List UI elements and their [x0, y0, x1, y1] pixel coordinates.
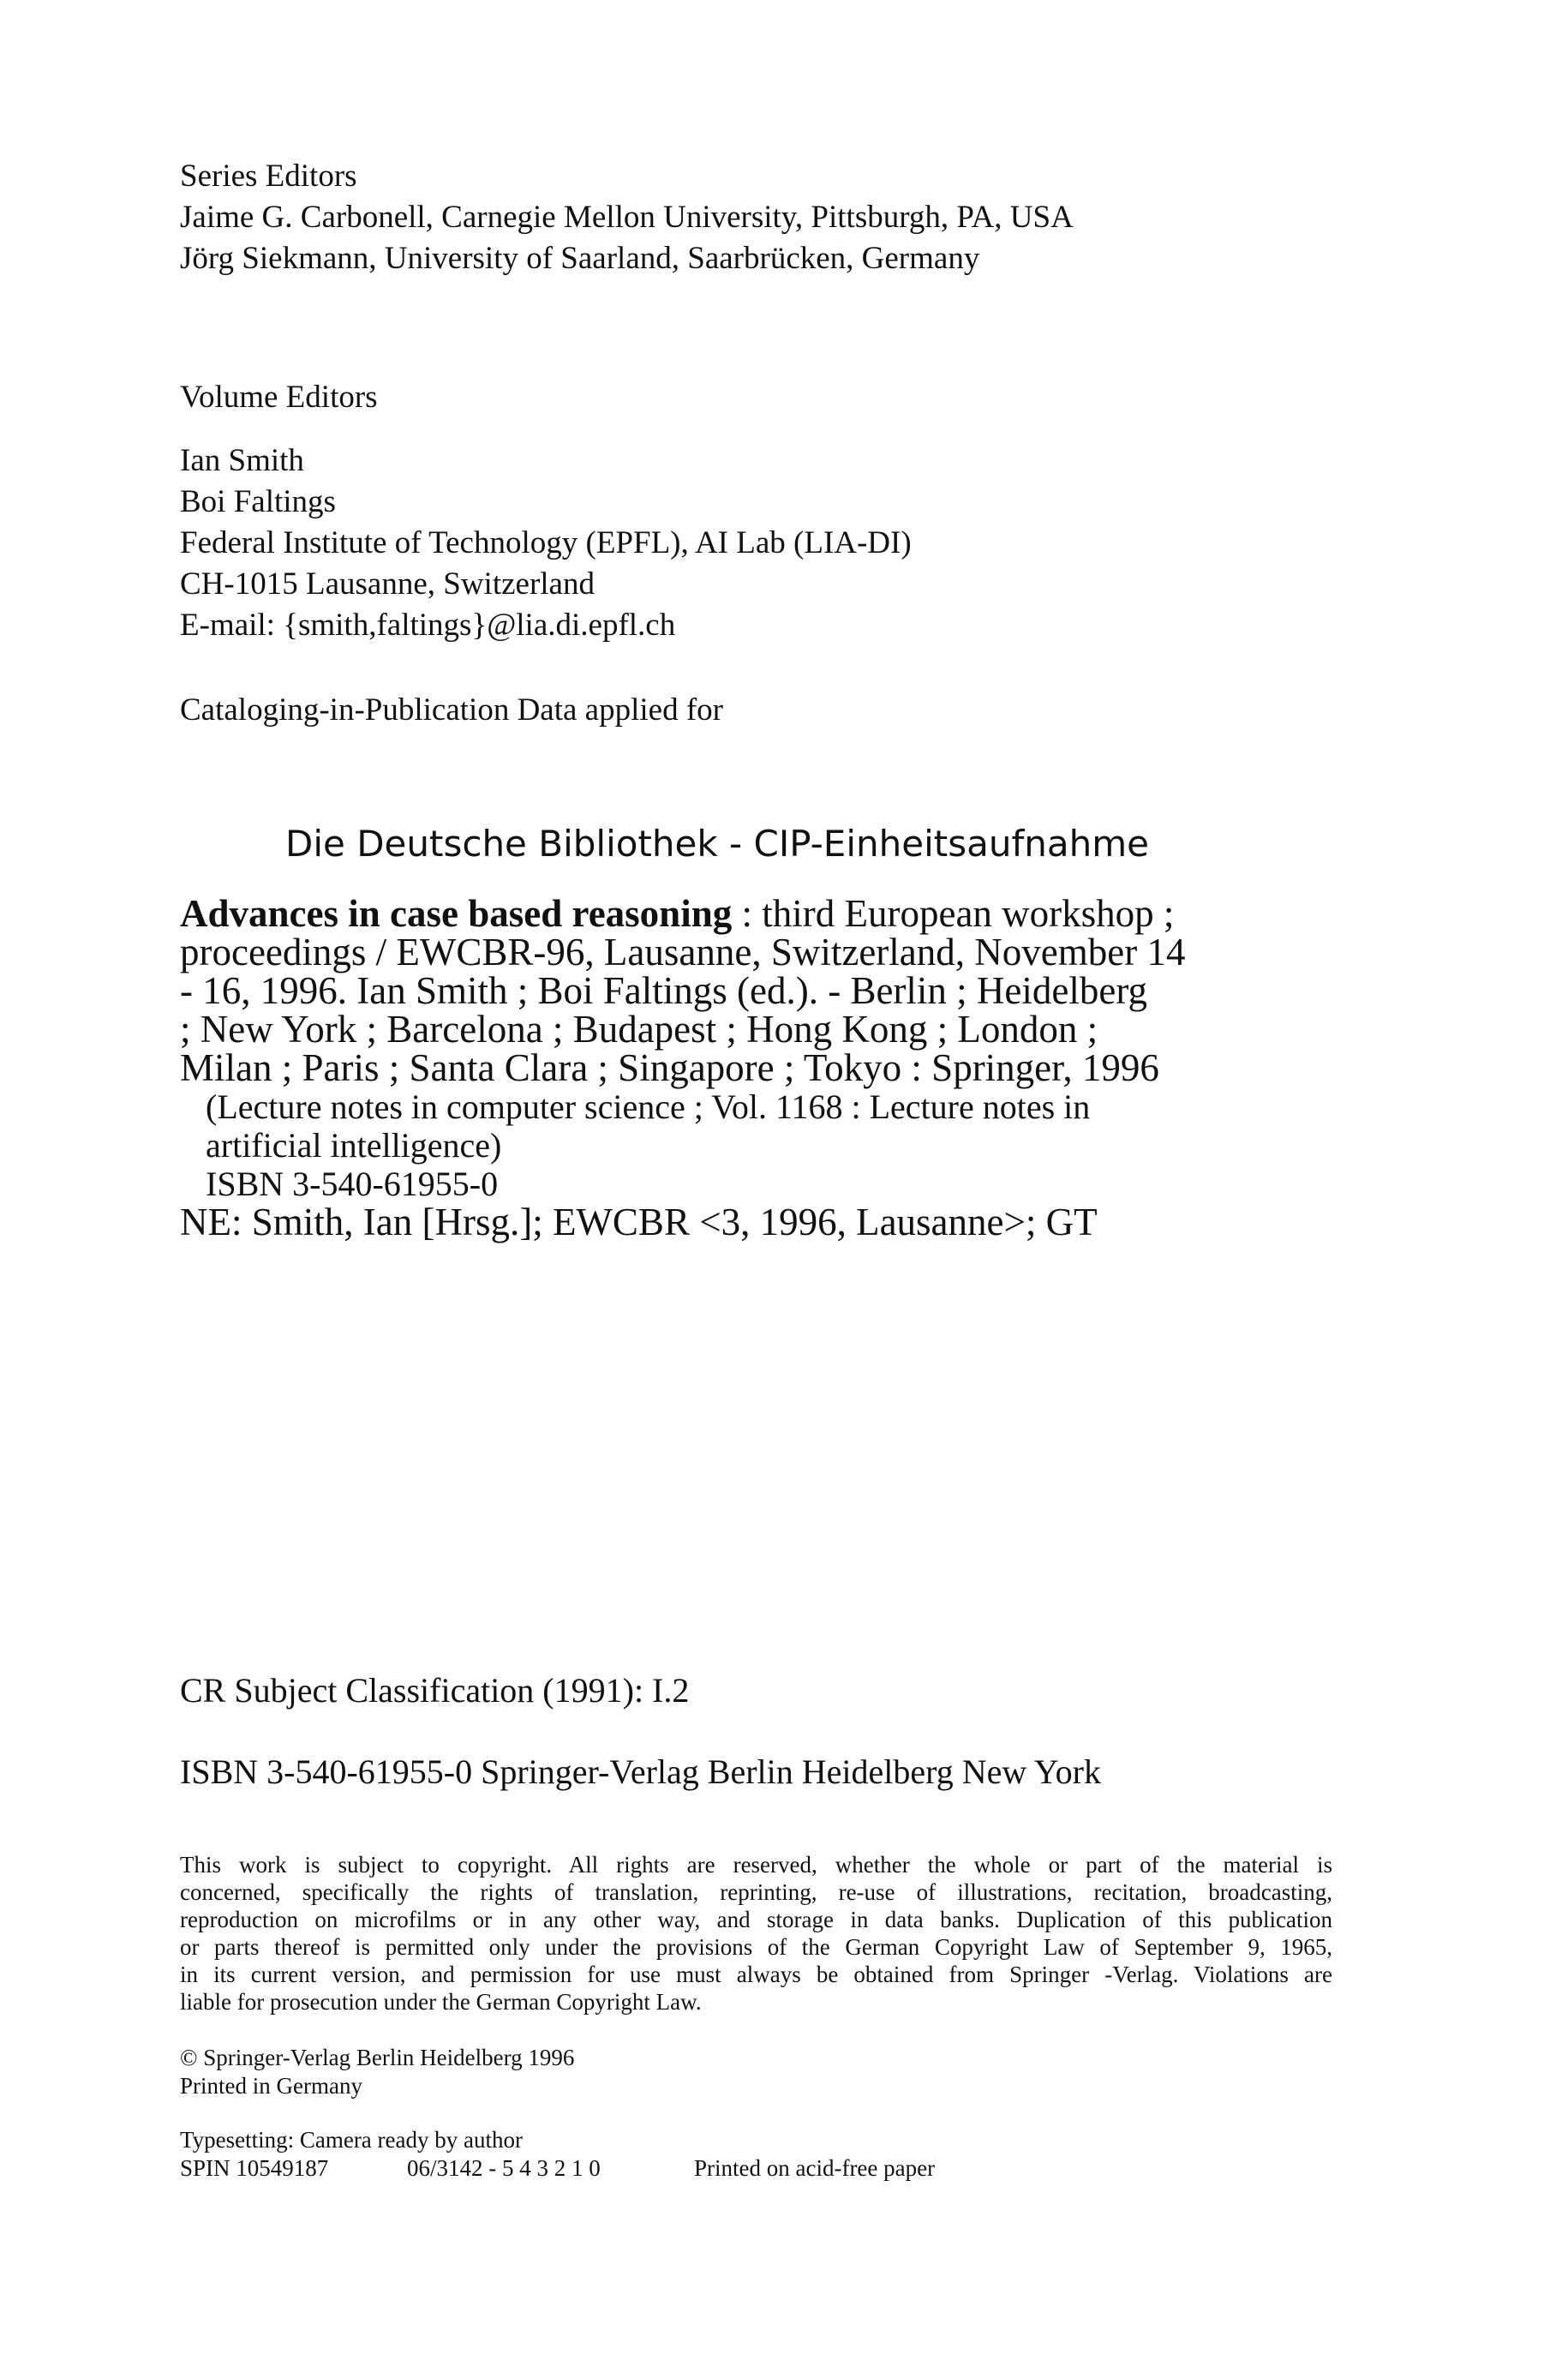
isbn-publisher-text: ISBN 3-540-61955-0 Springer-Verlag Berlin Heidelberg New York — [180, 1752, 1101, 1791]
copyright-line-2: concerned, specifically the rights of translation, reprinting, re-use of illustrations, recitation, broadcasting, — [180, 1879, 1332, 1905]
volume-editors — [180, 440, 912, 646]
cip-record-line-1 — [180, 892, 1185, 935]
isbn-publisher-line — [180, 1751, 1101, 1794]
copyright-holder: © Springer-Verlag Berlin Heidelberg 1996 — [180, 2045, 575, 2070]
cr-classification-text: CR Subject Classification (1991): I.2 — [180, 1671, 690, 1710]
printed-in: Printed in Germany — [180, 2073, 362, 2099]
editor-email: E-mail: {smith,faltings}@lia.di.epfl.ch — [180, 608, 676, 643]
acid-free-note: Printed on acid-free paper — [694, 2155, 936, 2181]
volume-editors-heading-text: Volume Editors — [180, 380, 378, 415]
cip-record-line-2: proceedings / EWCBR-96, Lausanne, Switzerland, November 14 — [180, 931, 1186, 973]
cip-isbn: ISBN 3-540-61955-0 — [206, 1165, 499, 1203]
cip-ne-line: NE: Smith, Ian [Hrsg.]; EWCBR <3, 1996, Lausanne>; GT — [180, 1201, 1098, 1243]
cip-record-line-5: Milan ; Paris ; Santa Clara ; Singapore ; Tokyo : Springer, 1996 — [180, 1046, 1159, 1089]
copyright-line-6: liable for prosecution under the German Copyright Law. — [180, 1989, 702, 2015]
cip-record — [180, 892, 1186, 1243]
volume-editor-faltings: Boi Faltings — [180, 484, 336, 519]
cip-note-text: Cataloging-in-Publication Data applied for — [180, 692, 723, 728]
typesetting-line: Typesetting: Camera ready by author — [180, 2127, 523, 2153]
cip-record-line-3: - 16, 1996. Ian Smith ; Boi Faltings (ed.). - Berlin ; Heidelberg — [180, 969, 1148, 1012]
editor-institute: Federal Institute of Technology (EPFL), AI Lab (LIA-DI) — [180, 525, 912, 560]
copyright-line-1: This work is subject to copyright. All rights are reserved, whether the whole or part of the material is — [180, 1852, 1332, 1878]
spin-line — [180, 2154, 935, 2183]
cr-subject-classification — [180, 1669, 689, 1712]
cip-title: Die Deutsche Bibliothek - CIP-Einheitsaufnahme — [285, 823, 1149, 865]
series-editors — [180, 156, 1074, 279]
editor-address: CH-1015 Lausanne, Switzerland — [180, 566, 595, 602]
volume-editors-heading — [180, 377, 378, 418]
volume-editor-smith: Ian Smith — [180, 443, 304, 478]
cip-bold-title: Advances in case based reasoning — [180, 892, 733, 935]
spin-number: SPIN 10549187 — [180, 2155, 329, 2181]
copyright-statement — [180, 1851, 1332, 2016]
copyright-line-4: or parts thereof is permitted only under the provisions of the German Copyright Law of September 9, 1965, — [180, 1934, 1332, 1960]
typesetting-info — [180, 2126, 935, 2183]
copyright-line-5: in its current version, and permission for use must always be obtained from Springer -Verlag. Violations are — [180, 1962, 1332, 1987]
series-editor-carbonell: Jaime G. Carbonell, Carnegie Mellon University, Pittsburgh, PA, USA — [180, 200, 1074, 235]
cip-line-1-rest: : third European workshop ; — [732, 892, 1175, 935]
cip-note — [180, 690, 723, 731]
copyright-notice — [180, 2044, 574, 2100]
copyright-line-3: reproduction on microfilms or in any other way, and storage in data banks. Duplication of this publication — [180, 1907, 1332, 1932]
cip-series-note: (Lecture notes in computer science ; Vol. 1168 : Lecture notes in — [206, 1087, 1091, 1126]
series-editor-siekmann: Jörg Siekmann, University of Saarland, Saarbrücken, Germany — [180, 241, 980, 276]
series-editors-heading: Series Editors — [180, 159, 357, 194]
cip-series-note-cont: artificial intelligence) — [206, 1126, 502, 1165]
print-code: 06/3142 - 5 4 3 2 1 0 — [407, 2155, 601, 2181]
cip-record-line-4: ; New York ; Barcelona ; Budapest ; Hong Kong ; London ; — [180, 1008, 1098, 1051]
